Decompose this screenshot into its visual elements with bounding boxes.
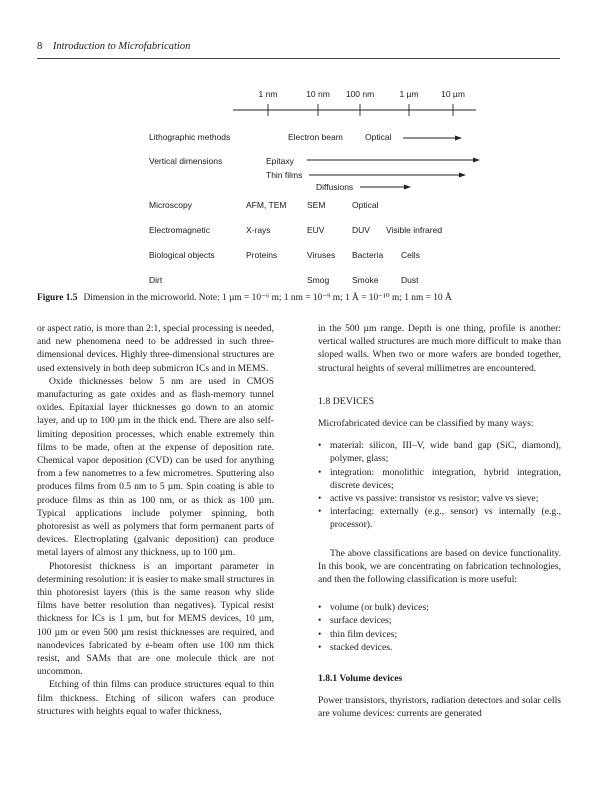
row-label-biological: Biological objects xyxy=(149,250,215,260)
row-label-vertical: Vertical dimensions xyxy=(149,156,223,166)
item-dust: Dust xyxy=(401,275,419,285)
item-afm-tem: AFM, TEM xyxy=(246,200,287,210)
figure-caption xyxy=(37,292,577,303)
paragraph: Oxide thicknesses below 5 nm are used in CMOS manufacturing as gate oxides and as flash-memory tunnel oxides. Epitaxial layer thicknesses go down to an atomic layer, and up to 100 µm in the thick end. There are also self-limiting deposition processes, which enable extremely thin films to be made, often at the expense of deposition rate. Chemical vapor deposition (CVD) can be used for anything from a few nanometres to a few micrometres. Sputtering also produces films from 0.5 nm to 5 µm. Spin coating is able to produce films as thin as 100 nm, or as thick as 100 µm. Typical applications include polymer spinning, both photoresist as well as polymers that form permanent parts of devices. Electroplating (galvanic deposition) can produce metal layers of almost any thickness, up to 100 µm. xyxy=(37,375,274,559)
right-column xyxy=(318,322,561,721)
item-visible-infrared: Visible infrared xyxy=(386,225,443,235)
item-euv: EUV xyxy=(307,225,325,235)
list-item: • stacked devices. xyxy=(318,641,561,654)
item-viruses: Viruses xyxy=(307,250,336,260)
paragraph: Etching of thin films can produce structures equal to thin film thickness. Etching of silicon wafers can produce structures with heights equal to wafer thickness, xyxy=(37,679,274,717)
figure-caption-text: Dimension in the microworld. Note: 1 µm = 10⁻⁶ m; 1 nm = 10⁻⁹ m; 1 Å = 10⁻¹⁰ m; 1 nm = 10 Å xyxy=(83,293,452,303)
item-smog: Smog xyxy=(307,275,330,285)
item-duv: DUV xyxy=(352,225,370,235)
paragraph: in the 500 µm range. Depth is one thing, profile is another: vertical walled structures are much more difficult to make than sloped walls. When two or more wafers are bonded together, structural heights of several millimetres are encountered. xyxy=(318,323,561,374)
item-diffusions: Diffusions xyxy=(316,182,354,192)
list-item: • thin film devices; xyxy=(318,628,561,641)
item-cells: Cells xyxy=(401,250,420,260)
item-bacteria: Bacteria xyxy=(352,250,384,260)
list-item: • active vs passive: transistor vs resistor; valve vs sieve; xyxy=(318,492,561,505)
scale-label: 1 µm xyxy=(399,89,419,99)
item-optical-litho: Optical xyxy=(365,132,392,142)
bullet-list xyxy=(318,601,561,654)
item-epitaxy: Epitaxy xyxy=(266,156,294,166)
item-optical-microscopy: Optical xyxy=(352,200,379,210)
row-label-microscopy: Microscopy xyxy=(149,200,192,210)
paragraph: The above classifications are based on device functionality. In this book, we are concentrating on fabrication technologies, and then the following classification is more useful: xyxy=(318,547,561,586)
list-item: • volume (or bulk) devices; xyxy=(318,601,561,614)
item-proteins: Proteins xyxy=(246,250,278,260)
figure-caption-label: Figure 1.5 xyxy=(37,293,78,303)
item-thin-films: Thin films xyxy=(266,170,303,180)
paragraph: Microfabricated device can be classified by many ways: xyxy=(318,418,534,430)
scale-label: 100 nm xyxy=(345,89,375,99)
item-sem: SEM xyxy=(307,200,326,210)
bullet-list xyxy=(318,439,561,531)
left-column xyxy=(37,322,274,718)
item-x-rays: X-rays xyxy=(246,225,271,235)
paragraph: or aspect ratio, is more than 2:1, special processing is needed, and new phenomena need to be addressed in such three-dimensional devices. Highly three-dimensional structures are used extensively in both deep submicron ICs and in MEMS. xyxy=(37,323,274,374)
item-smoke: Smoke xyxy=(352,275,379,285)
list-item: • material: silicon, III–V, wide band gap (SiC, diamond), polymer, glass; xyxy=(318,439,561,465)
figure-dimensions xyxy=(0,0,615,300)
list-item: • interfacing: externally (e.g., sensor) vs internally (e.g., processor). xyxy=(318,505,561,531)
list-item: • integration: monolithic integration, hybrid integration, discrete devices; xyxy=(318,466,561,492)
section-heading: 1.8 DEVICES xyxy=(318,395,375,407)
paragraph: Power transistors, thyristors, radiation detectors and solar cells are volume devices: currents are generated xyxy=(318,695,561,720)
page-number: 8 xyxy=(37,41,43,52)
row-label-lithographic: Lithographic methods xyxy=(149,132,231,142)
row-label-dirt: Dirt xyxy=(149,275,163,285)
scale-label: 10 nm xyxy=(306,89,330,99)
paragraph: Photoresist thickness is an important parameter in determining resolution: it is easier to make small structures in thin photoresist layers (this is the same reason why slide films have better resolution than negatives). Typical resist thickness for ICs is 1 µm, but for MEMS devices, 10 µm, 100 µm or even 500 µm resist thicknesses are required, and nanodevices fabricated by e-beam often use 100 nm thick resist, and SAMs that are one molecule thick are not uncommon. xyxy=(37,560,274,678)
scale-label: 10 µm xyxy=(441,89,465,99)
running-title: Introduction to Microfabrication xyxy=(52,41,191,52)
subsection-heading: 1.8.1 Volume devices xyxy=(318,673,403,685)
row-label-electromagnetic: Electromagnetic xyxy=(149,225,210,235)
item-electron-beam: Electron beam xyxy=(288,132,343,142)
scale-label: 1 nm xyxy=(258,89,278,99)
list-item: • surface devices; xyxy=(318,614,561,627)
